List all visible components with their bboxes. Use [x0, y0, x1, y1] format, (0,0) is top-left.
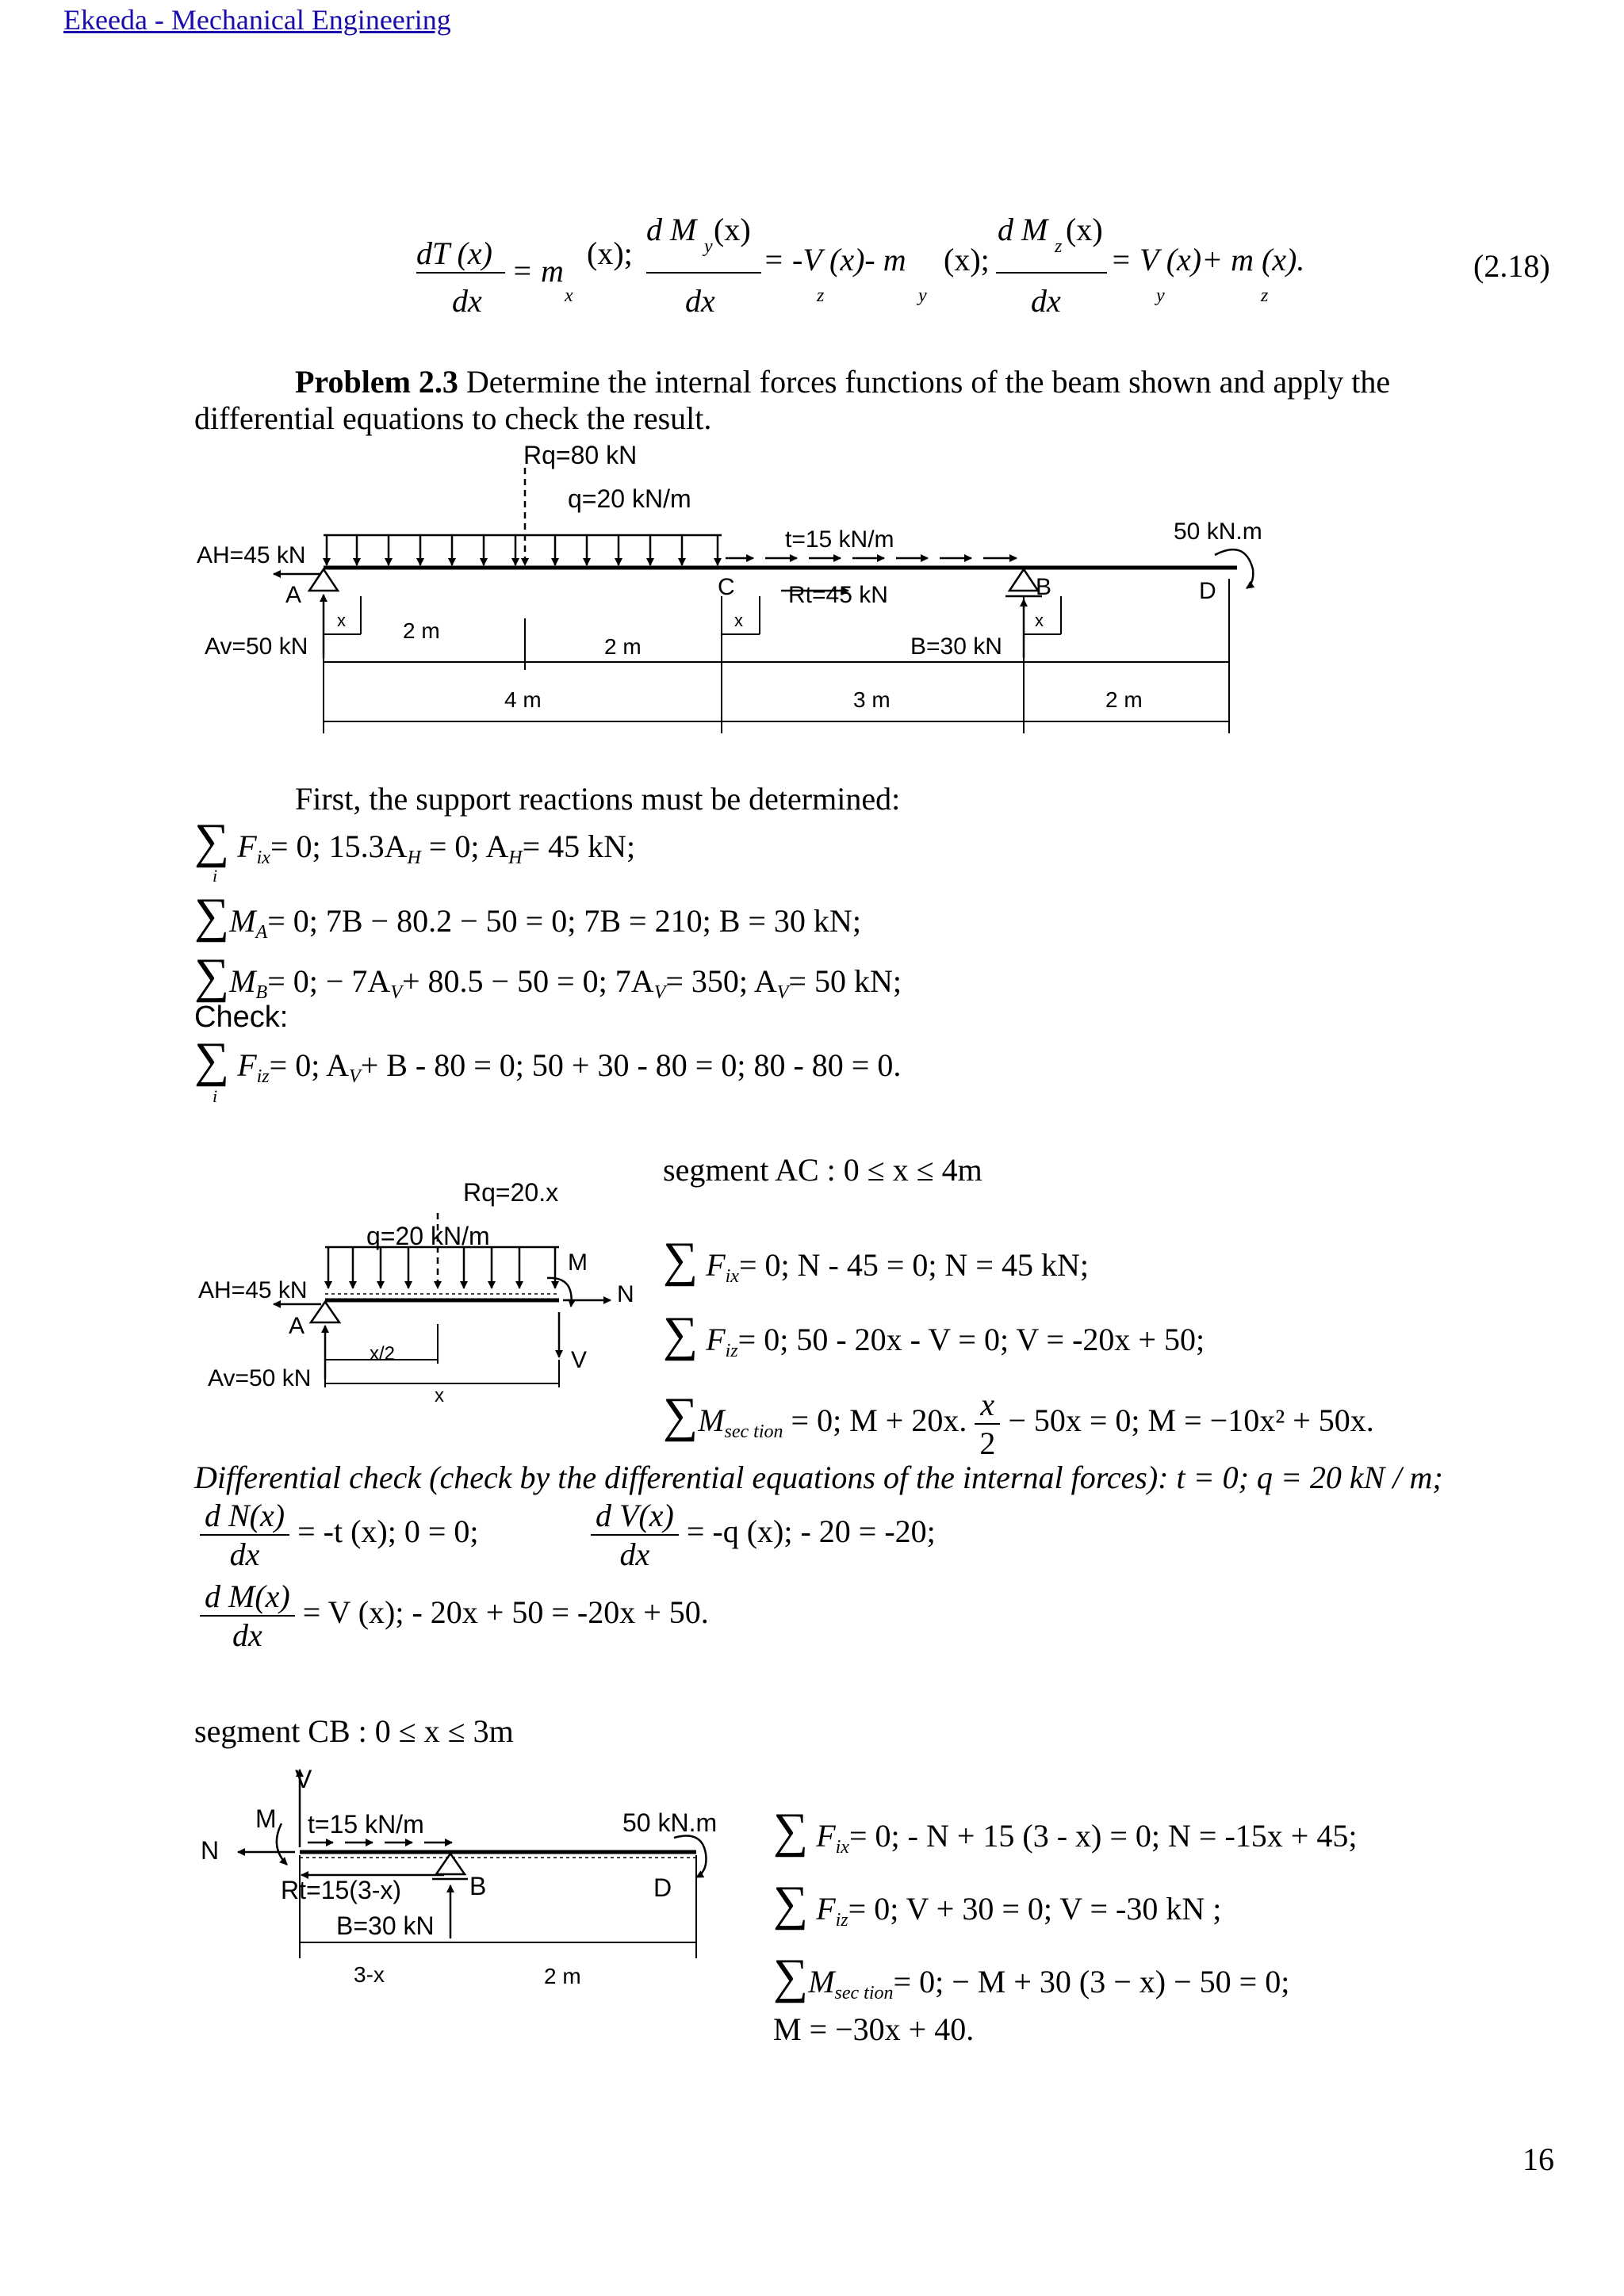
- reactions-intro: First, the support reactions must be determined:: [295, 781, 901, 817]
- beam-diagram-main: [0, 428, 1624, 745]
- eq-rhs3: = V (x)+ m (x).: [1110, 242, 1305, 277]
- differential-check-line: Differential check (check by the differential equations of the internal forces): t = 0; q = 20 kN / m;: [194, 1460, 1443, 1495]
- eq-rhs2-tail: (x);: [944, 242, 990, 277]
- cb-m-label: M: [255, 1804, 277, 1833]
- eq-num3-sub: z: [1055, 236, 1063, 257]
- fig1-dim-3m: 3 m: [853, 687, 891, 712]
- fig1-d-label: D: [1199, 578, 1216, 604]
- page-number: 16: [1522, 2141, 1554, 2177]
- ac-a-label: A: [289, 1313, 305, 1339]
- reaction-eq4: ∑ $F_{iz}= 0$; $A_V+ B - 80 = 0$; 50 + 30 - 80 = 0; 80 - 80 = 0.: [194, 1033, 902, 1087]
- fig1-x2: x: [734, 610, 743, 630]
- fig1-b-label: B: [1036, 574, 1052, 600]
- cb-eq3: $\sum M_{sec tion}= 0$; − M + 30 (3 − x) − 50 = 0;: [773, 1950, 1290, 2003]
- sum-index: i: [213, 1086, 218, 1106]
- cb-3x-label: 3-x: [354, 1962, 385, 1987]
- segment-ac-title: segment AC : 0 ≤ x ≤ 4m: [663, 1152, 982, 1188]
- cb-eq4: M = −30x + 40.: [773, 2011, 975, 2047]
- fig1-dim-2m-b: 2 m: [604, 634, 642, 659]
- segment-cb-title: segment CB : 0 ≤ x ≤ 3m: [194, 1713, 514, 1749]
- fig1-moment-label: 50 kN.m: [1174, 519, 1262, 545]
- eq-rhs1: = m: [511, 253, 564, 289]
- cb-bval-label: B=30 kN: [336, 1911, 435, 1940]
- problem-line1: [295, 363, 1390, 400]
- problem-label: Problem 2.3: [295, 364, 458, 400]
- eq-rhs1-tail: (x);: [587, 235, 633, 271]
- eq-den3: dx: [1031, 283, 1061, 319]
- eq-num2-tail: (x): [714, 212, 751, 247]
- cb-eq2: ∑ $F_{iz}= 0$; V + 30 = 0; V = -30 kN ;: [773, 1877, 1222, 1931]
- ac-ah-label: AH=45 kN: [198, 1277, 308, 1303]
- eq-rhs2: = -V (x)- m: [763, 242, 906, 277]
- cb-v-label: V: [295, 1765, 312, 1793]
- eq-rhs2-sub-z: z: [817, 285, 825, 306]
- eq-rhs1-sub: x: [565, 285, 573, 306]
- eq-rhs2-sub-y: y: [918, 285, 927, 306]
- eq-fraction-bar: [646, 272, 761, 274]
- distributed-load-arrows: [327, 535, 718, 565]
- cb-2m-label: 2 m: [544, 1964, 581, 1988]
- fig1-x1: x: [337, 610, 346, 630]
- cb-moment-label: 50 kN.m: [622, 1808, 718, 1837]
- ac-eq3: $\sum M_{sec tion} = 0$; M + 20x. $\frac{x}{2}$ − 50x = 0; M = −10x² + 50x.: [663, 1387, 1374, 1461]
- fig1-dim-4m: 4 m: [504, 687, 542, 712]
- ac-eq1: ∑ $F_{ix}= 0$; N - 45 = 0; N = 45 kN;: [663, 1233, 1089, 1287]
- support-b: [1009, 569, 1038, 591]
- eq-rhs3-sub-y: y: [1156, 285, 1165, 306]
- problem-line2: differential equations to check the result.: [194, 400, 712, 436]
- fig1-c-label: C: [718, 574, 735, 600]
- fig1-t-label: t=15 kN/m: [785, 526, 894, 553]
- diff-eq1: $\frac{\text{d N(x)}}{dx}$ = -t (x); 0 = 0;: [200, 1497, 479, 1573]
- header-link[interactable]: Ekeeda - Mechanical Engineering: [63, 4, 451, 36]
- ac-m-label: M: [568, 1249, 588, 1276]
- ac-v-label: V: [571, 1347, 588, 1373]
- sum-index: i: [213, 866, 218, 886]
- cb-d-label: D: [653, 1873, 672, 1902]
- fig1-bval-label: B=30 kN: [910, 633, 1002, 660]
- fig1-x3: x: [1035, 610, 1044, 630]
- eq-num3-tail: (x): [1066, 212, 1103, 247]
- ac-x2-label: x/2: [370, 1343, 396, 1364]
- ac-av-label: Av=50 kN: [208, 1365, 312, 1391]
- ac-eq2: ∑ $F_{iz}= 0$; 50 - 20x - V = 0; V = -20x + 50;: [663, 1307, 1205, 1361]
- support-a: [309, 569, 338, 591]
- problem-text1: Determine the internal forces functions of the beam shown and apply the: [465, 364, 1391, 400]
- cb-rt-label: Rt=15(3-x): [281, 1876, 402, 1904]
- eq-rhs3-sub-z: z: [1261, 285, 1269, 306]
- cb-eq1: ∑ $F_{ix}= 0$; - N + 15 (3 - x) = 0; N = -15x + 45;: [773, 1804, 1358, 1858]
- fig1-rt-label: Rt=45 kN: [788, 582, 888, 608]
- fig1-rq-label: Rq=80 kN: [523, 441, 638, 469]
- diff-eq2: $\frac{\text{d V(x)}}{dx}$ = -q (x); - 20 = -20;: [591, 1497, 936, 1573]
- ac-rq-label: Rq=20.x: [463, 1178, 559, 1207]
- eq-num2-sub: y: [704, 236, 713, 257]
- cb-t-label: t=15 kN/m: [308, 1810, 424, 1839]
- fig1-a-label: A: [285, 582, 302, 608]
- cb-b-label: B: [469, 1872, 487, 1900]
- equation-number: (2.18): [1473, 248, 1550, 284]
- check-label: Check:: [194, 1001, 289, 1034]
- fig1-dim-2m-a: 2 m: [403, 618, 440, 643]
- ac-q-label: q=20 kN/m: [366, 1222, 490, 1250]
- reaction-eq1: ∑ $F_{ix}= 0$; $15.3A_H = 0$; $A_H= 45$ kN;: [194, 814, 636, 868]
- fig1-dim-2m-c: 2 m: [1105, 687, 1143, 712]
- ac-x-label: x: [435, 1385, 444, 1403]
- eq-lhs-den: dx: [452, 283, 482, 319]
- fig1-q-label: q=20 kN/m: [568, 484, 691, 513]
- fig1-ah-label: AH=45 kN: [197, 542, 306, 568]
- segment-ac-diagram: [0, 1165, 682, 1403]
- reaction-eq3: $\sum M_B= 0$; − $7A_V+ 80.5 - 50 = 0$; $7A_V= 350$; $A_V= 50$ kN;: [194, 949, 902, 1003]
- eq-den2: dx: [685, 283, 715, 319]
- segment-cb-diagram: [0, 1752, 761, 2022]
- eq-fraction-bar: [996, 272, 1107, 274]
- cb-n-label: N: [201, 1836, 220, 1865]
- eq-num2: d M: [646, 212, 697, 247]
- diff-eq3: $\frac{\text{d M(x)}}{dx}$ = V (x); - 20x + 50 = -20x + 50.: [200, 1578, 709, 1654]
- eq-fraction-bar: [416, 272, 505, 274]
- eq-lhs-num: dT (x): [416, 235, 492, 271]
- ac-n-label: N: [617, 1281, 634, 1307]
- fig1-av-label: Av=50 kN: [205, 633, 308, 660]
- eq-num3: d M: [998, 212, 1048, 247]
- reaction-eq2: $\sum M_A= 0$; 7B − 80.2 − 50 = 0; 7B = 210; B = 30 kN;: [194, 889, 861, 943]
